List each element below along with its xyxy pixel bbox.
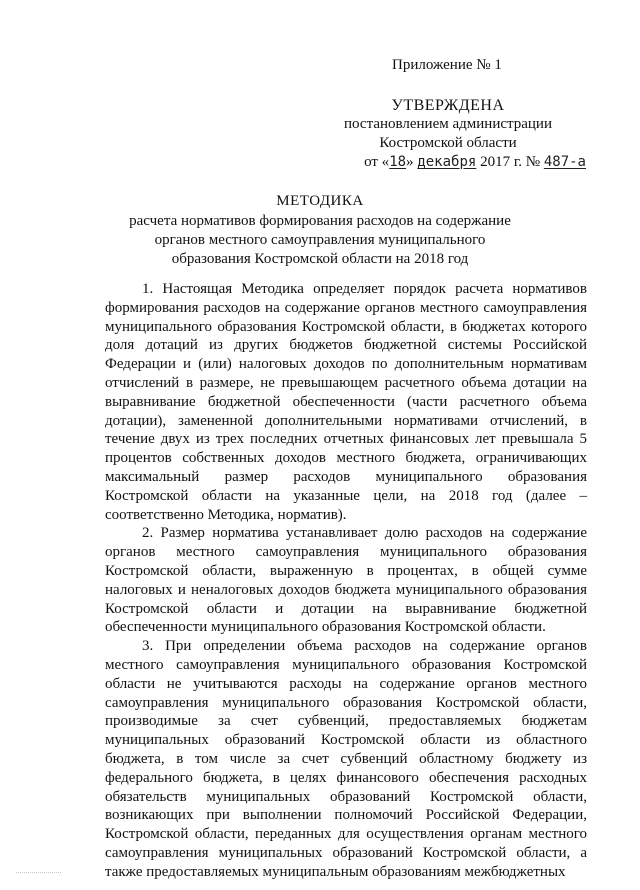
approved-title: УТВЕРЖДЕНА <box>391 97 505 114</box>
approval-date-line <box>298 153 598 172</box>
paragraph-2: 2. Размер норматива устанавливает долю расходов на содержание органов местного самоуправления муниципального образования Костромской области, выраженную в процентах, в общей сумме налоговых и неналоговых доходов бюджета муниципального образования Костромской области и дотации на выравнивание бюджетной обеспеченности муниципального образования Костромской области. <box>105 525 587 636</box>
document-number: 487-а <box>543 154 586 170</box>
appendix-label: Приложение № 1 <box>392 57 502 73</box>
date-day: 18 <box>389 154 407 170</box>
paragraph-3: 3. При определении объема расходов на содержание органов местного самоуправления муниципального образования Костромской области не учитываются расходы на содержание органов местного самоуправления муниципального образования Костромской области, производимые за счет субвенций, предоставляемых бюджетам муниципальных образований Костромской области из областного бюджета, в том числе за счет субвенций областному бюджету из федерального бюджета, в целях финансового обеспечения расходных обязательств муниципальных образований Костромской области, возникающих при выполнении полномочий Российской Федерации, Костромской области, переданных для осуществления органам местного самоуправления муниципальных образований Костромской области, а также предоставляемых муниципальным образованиям межбюджетных <box>105 638 587 880</box>
date-year: 2017 г. № <box>480 154 541 170</box>
method-subtitle-line-2: органов местного самоуправления муниципального <box>154 232 486 248</box>
date-month: декабря <box>417 154 477 170</box>
body-text <box>105 280 587 882</box>
paragraph-1: 1. Настоящая Методика определяет порядок расчета нормативов формирования расходов на содержание органов местного самоуправления муниципального образования Костромской области, в бюджетах которого доля дотаций из других бюджетов бюджетной системы Российской Федерации и (или) налоговых доходов по дополнительным нормативам отчислений в размере, не превышающем расчетного объема дотации на выравнивание бюджетной обеспеченности (части расчетного объема дотации), замененной дополнительными нормативами отчислений, в течение двух из трех последних отчетных финансовых лет превышала 5 процентов собственных доходов местного бюджета, ограничивающих максимальный размер расходов муниципального образования Костромской области на указанные цели, на 2018 год (далее – соответственно Методика, норматив). <box>105 281 587 523</box>
scan-specks <box>16 872 61 875</box>
approved-by-line-2: Костромской области <box>379 135 517 151</box>
method-heading <box>60 192 580 269</box>
method-subtitle-line-3: образования Костромской области на 2018 год <box>171 251 469 267</box>
date-mid: » <box>406 154 414 170</box>
approval-block <box>298 96 598 172</box>
method-title: МЕТОДИКА <box>276 193 364 209</box>
approved-by-line-1: постановлением администрации <box>344 116 552 132</box>
method-subtitle-line-1: расчета нормативов формирования расходов на содержание <box>129 213 511 229</box>
date-prefix: от « <box>364 154 390 170</box>
